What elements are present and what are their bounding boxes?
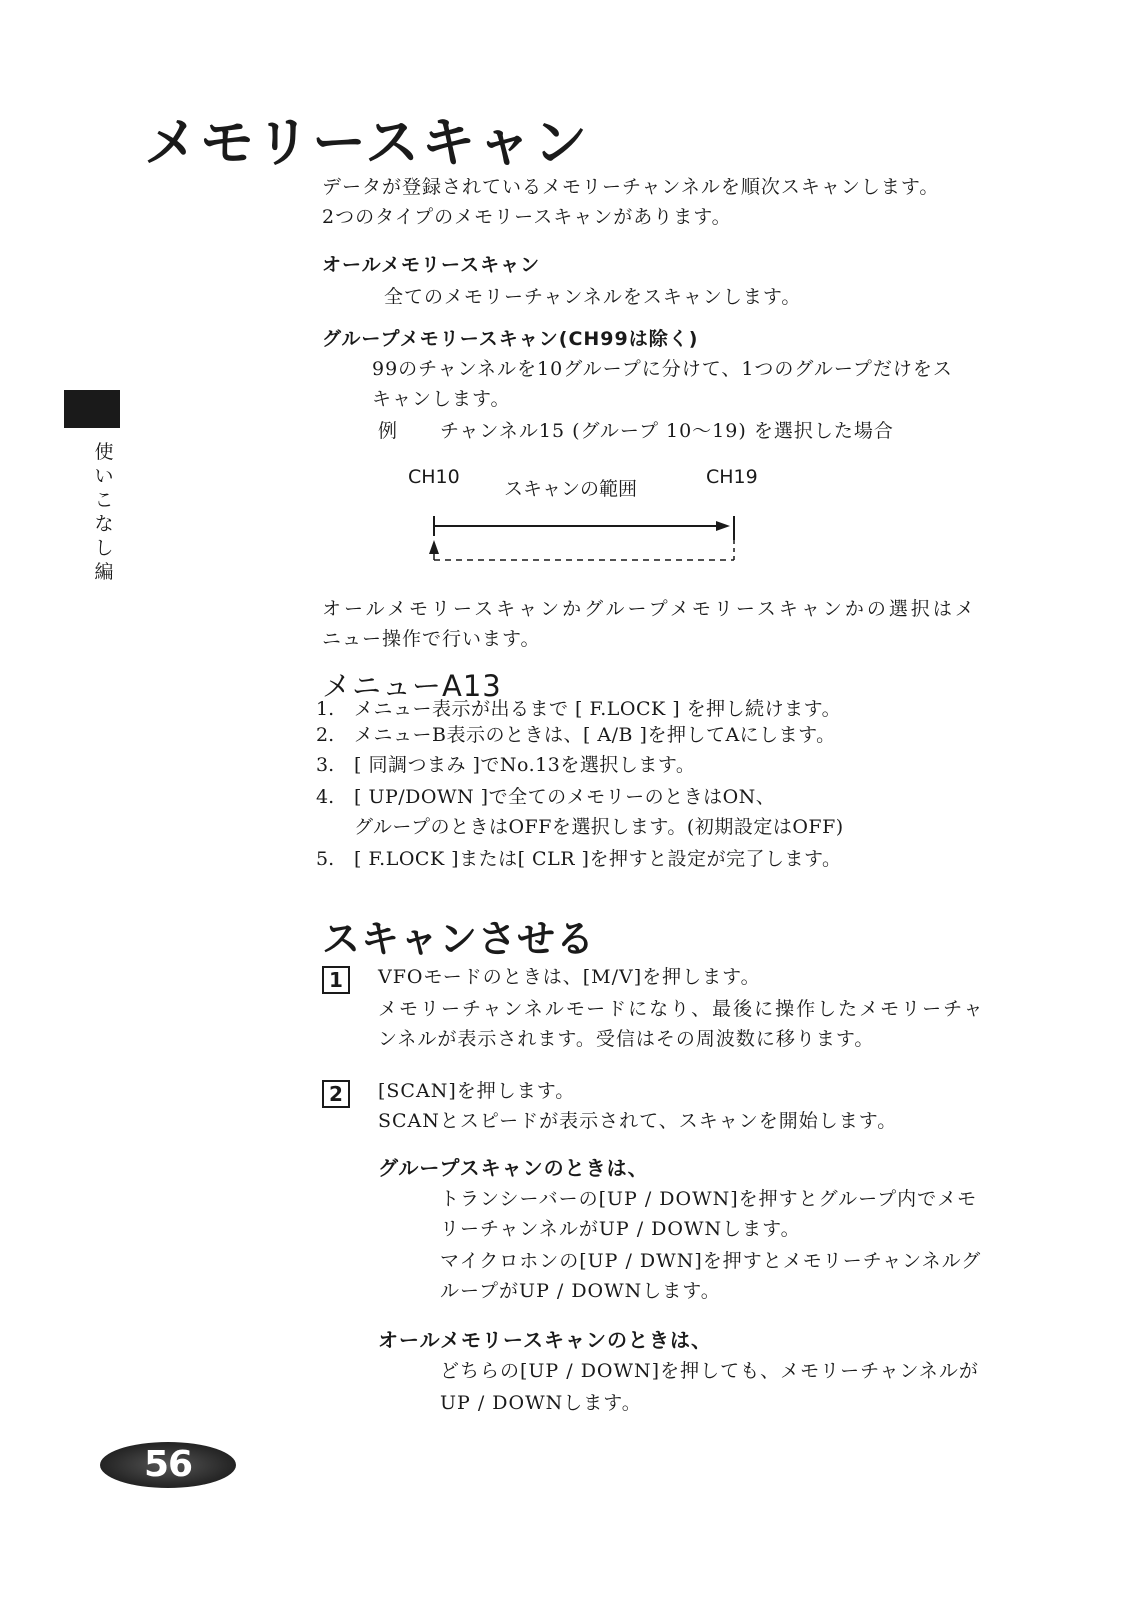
step1-line-3: ンネルが表示されます。受信はその周波数に移ります。 — [378, 1028, 875, 1050]
menu-item-num: 3. — [316, 754, 335, 776]
step-number-box: 1 — [322, 966, 350, 994]
group-scan-body-1: 99のチャンネルを10グループに分けて、1つのグループだけをス — [372, 358, 953, 380]
menu-title: メニューA13 — [322, 669, 502, 703]
menu-item-text: [ F.LOCK ]または[ CLR ]を押すと設定が完了します。 — [354, 848, 842, 870]
menu-item-num: 2. — [316, 724, 335, 746]
menu-item-text: メニューB表示のときは、[ A/B ]を押してAにします。 — [354, 724, 836, 746]
example-label: 例 — [378, 420, 399, 442]
all-scan-body: 全てのメモリーチャンネルをスキャンします。 — [384, 286, 802, 308]
scan-section-title: スキャンさせる — [322, 917, 596, 961]
group-case-line-3: マイクロホンの[UP / DWN]を押すとメモリーチャンネルグ — [440, 1250, 982, 1272]
page-number: 56 — [143, 1444, 193, 1485]
all-case-line-2: UP / DOWNします。 — [440, 1392, 642, 1414]
page-title: メモリースキャン — [144, 111, 590, 174]
section-tab-marker — [64, 390, 120, 428]
menu-item-num: 4. — [316, 786, 335, 808]
menu-item-num: 1. — [316, 698, 335, 720]
group-case-line-4: ループがUP / DOWNします。 — [440, 1280, 721, 1302]
section-side-label: 使いこなし編 — [94, 441, 114, 583]
menu-item-text-cont: グループのときはOFFを選択します。(初期設定はOFF) — [354, 816, 844, 838]
step1-line-1: VFOモードのときは、[M/V]を押します。 — [378, 966, 761, 988]
group-case-line-2: リーチャンネルがUP / DOWNします。 — [440, 1218, 801, 1240]
diagram-end-label: CH19 — [706, 466, 758, 488]
diagram-start-label: CH10 — [408, 466, 460, 488]
step1-line-2: メモリーチャンネルモードになり、最後に操作したメモリーチャ — [378, 998, 985, 1020]
intro-line-1: データが登録されているメモリーチャンネルを順次スキャンします。 — [322, 176, 940, 198]
step-number-box: 2 — [322, 1080, 350, 1108]
group-scan-heading: グループメモリースキャン(CH99は除く) — [322, 328, 699, 350]
diagram-return-arrow-head — [429, 540, 439, 554]
all-case-line-1: どちらの[UP / DOWN]を押しても、メモリーチャンネルが — [440, 1360, 979, 1382]
group-case-heading: グループスキャンのときは、 — [378, 1156, 649, 1180]
menu-item-text: [ UP/DOWN ]で全てのメモリーのときはON、 — [354, 786, 776, 808]
selection-note-2: ニュー操作で行います。 — [322, 628, 541, 650]
menu-item-text: メニュー表示が出るまで [ F.LOCK ] を押し続けます。 — [354, 698, 842, 720]
example-text: チャンネル15 (グループ 10〜19) を選択した場合 — [440, 420, 894, 442]
step2-line-2: SCANとスピードが表示されて、スキャンを開始します。 — [378, 1110, 898, 1132]
menu-item-num: 5. — [316, 848, 335, 870]
menu-item-text: [ 同調つまみ ]でNo.13を選択します。 — [354, 754, 696, 776]
step2-line-1: [SCAN]を押します。 — [378, 1080, 576, 1102]
scan-range-diagram — [420, 510, 750, 580]
diagram-arrow-head — [716, 521, 730, 531]
all-case-heading: オールメモリースキャンのときは、 — [378, 1328, 712, 1352]
selection-note-1: オールメモリースキャンかグループメモリースキャンかの選択はメ — [322, 598, 977, 620]
intro-line-2: 2つのタイプのメモリースキャンがあります。 — [322, 206, 732, 228]
diagram-range-label: スキャンの範囲 — [504, 478, 638, 500]
group-scan-body-2: キャンします。 — [372, 388, 511, 410]
group-case-line-1: トランシーバーの[UP / DOWN]を押すとグループ内でメモ — [440, 1188, 978, 1210]
all-scan-heading: オールメモリースキャン — [322, 254, 541, 276]
